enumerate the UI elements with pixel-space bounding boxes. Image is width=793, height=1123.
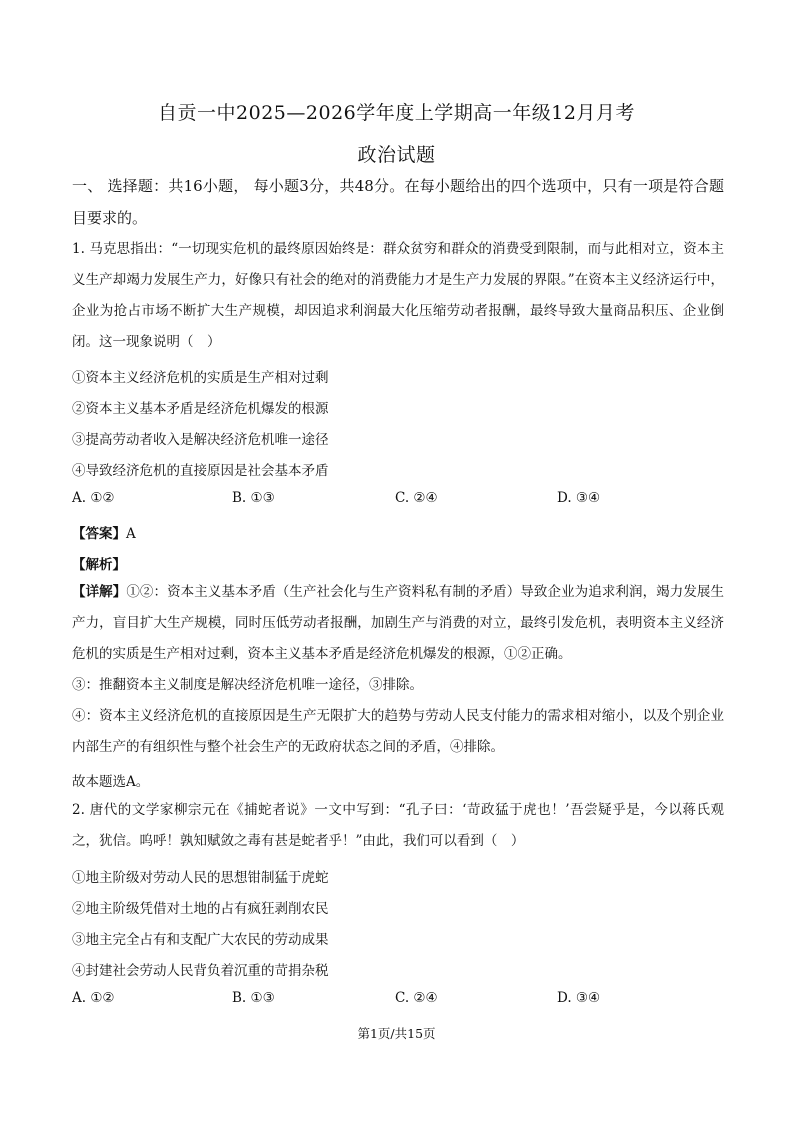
q2-option-a: A. ①② <box>72 990 115 1006</box>
exam-title: 自贡一中2025—2026学年度上学期高一年级12月月考 <box>158 102 635 124</box>
q1-detail-2: ③：推翻资本主义制度是解决经济危机唯一途径，③排除。 <box>72 677 423 693</box>
q2-statement-4: ④封建社会劳动人民背负着沉重的苛捐杂税 <box>72 963 329 979</box>
q1-option-a: A. ①② <box>72 490 115 506</box>
q1-detail-1 <box>72 577 724 670</box>
q2-statement-2: ②地主阶级凭借对土地的占有疯狂剥削农民 <box>72 901 329 917</box>
q2-statement-3: ③地主完全占有和支配广大农民的劳动成果 <box>72 932 329 948</box>
analysis-label: 【解析】 <box>72 557 126 573</box>
q1-statement-3: ③提高劳动者收入是解决经济危机唯一途径 <box>72 432 329 448</box>
q1-conclusion: 故本题选A。 <box>72 774 150 790</box>
q2-statement-1: ①地主阶级对劳动人民的思想钳制猛于虎蛇 <box>72 870 329 886</box>
q1-option-d: D. ③④ <box>557 490 601 506</box>
q1-option-b: B. ①③ <box>232 490 275 506</box>
answer-value: A <box>126 526 136 542</box>
q1-detail-3: ④：资本主义经济危机的直接原因是生产无限扩大的趋势与劳动人民支付能力的需求相对缩小，以及个别企业内部生产的有组织性与整个社会生产的无政府状态之间的矛盾，④排除。 <box>72 708 724 755</box>
answer-label: 【答案】 <box>72 526 126 542</box>
q2-option-b: B. ①③ <box>232 990 275 1006</box>
q1-statement-4: ④导致经济危机的直接原因是社会基本矛盾 <box>72 463 329 479</box>
exam-subject: 政治试题 <box>357 144 436 166</box>
q1-statement-1: ①资本主义经济危机的实质是生产相对过剩 <box>72 370 329 386</box>
detail-text-1: ①②：资本主义基本矛盾（生产社会化与生产资料私有制的矛盾）导致企业为追求利润，竭力发展生产力，盲目扩大生产规模，同时压低劳动者报酬，加剧生产与消费的对立，最终引发危机，表明资本主义经济危机的实质是生产相对过剩，资本主义基本矛盾是经济危机爆发的根源，①②正确。 <box>72 584 725 662</box>
section-heading: 一、 选择题：共16小题， 每小题3分，共48分。在每小题给出的四个选项中，只有一项是符合题目要求的。 <box>72 177 724 227</box>
q1-answer <box>72 522 136 542</box>
q1-option-c: C. ②④ <box>395 490 438 506</box>
detail-label: 【详解】 <box>72 584 127 600</box>
q2-option-d: D. ③④ <box>557 990 601 1006</box>
page-number: 第1页/共15页 <box>357 1026 436 1041</box>
q1-statement-2: ②资本主义基本矛盾是经济危机爆发的根源 <box>72 401 329 417</box>
question-1-stem: 1. 马克思指出：“一切现实危机的最终原因始终是：群众贫穷和群众的消费受到限制，而与此相对立，资本主义生产却竭力发展生产力，好像只有社会的绝对的消费能力才是生产力发展的界限。”在资本主义经济运行中，企业为抢占市场不断扩大生产规模，却因追求利润最大化压缩劳动者报酬，最终导致大量商品积压、企业倒闭。这一现象说明（ ） <box>72 241 724 350</box>
q2-option-c: C. ②④ <box>395 990 438 1006</box>
question-2-stem: 2. 唐代的文学家柳宗元在《捕蛇者说》一文中写到：“孔子曰：‘苛政猛于虎也！’吾尝疑乎是，今以蒋氏观之，犹信。呜呼！孰知赋敛之毒有甚是蛇者乎！”由此，我们可以看到（ ） <box>72 802 724 849</box>
